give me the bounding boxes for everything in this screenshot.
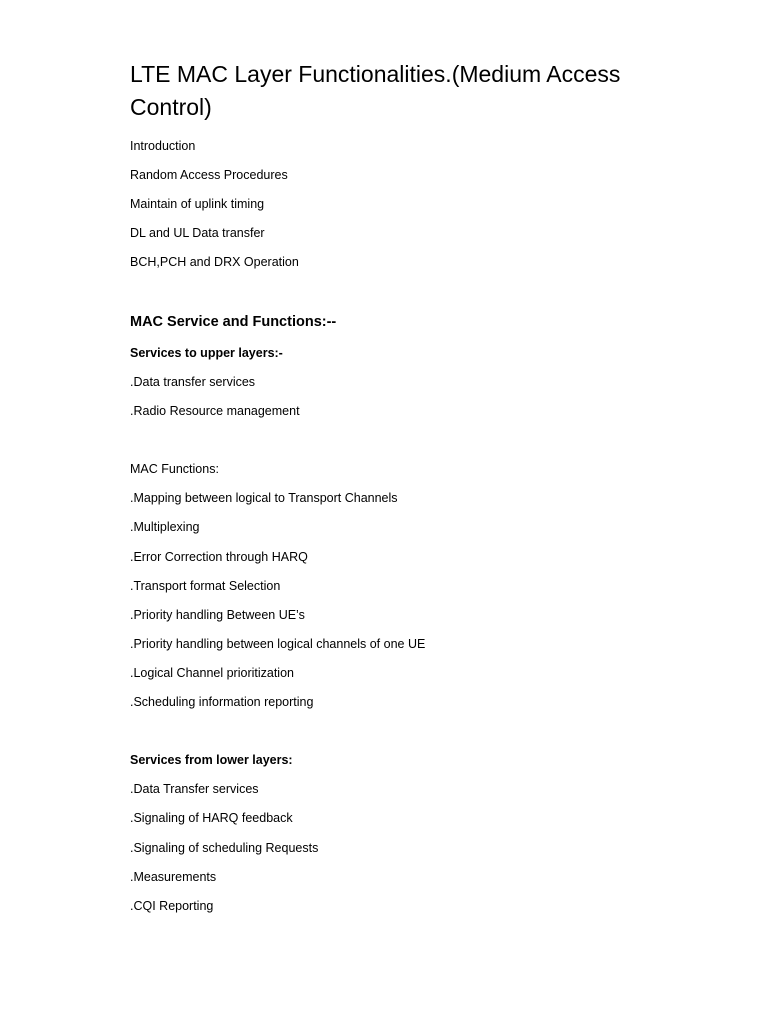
services-upper-heading: Services to upper layers:- [130, 346, 283, 360]
toc-item-random-access: Random Access Procedures [130, 168, 288, 182]
section-heading: MAC Service and Functions:-- [130, 314, 337, 330]
services-upper-item: .Data transfer services [130, 375, 256, 389]
mac-functions-item: .Error Correction through HARQ [130, 550, 308, 564]
services-upper-item: .Radio Resource management [130, 404, 300, 418]
services-lower-item: .Signaling of HARQ feedback [130, 811, 293, 825]
services-lower-item: .CQI Reporting [130, 899, 214, 913]
services-lower-item: .Signaling of scheduling Requests [130, 841, 319, 855]
mac-functions-item: .Logical Channel prioritization [130, 666, 294, 680]
services-lower-item: .Measurements [130, 870, 217, 884]
mac-functions-item: .Priority handling Between UE’s [130, 608, 305, 622]
mac-functions-item: .Mapping between logical to Transport Channels [130, 491, 398, 505]
mac-functions-item: .Transport format Selection [130, 579, 281, 593]
services-lower-item: .Data Transfer services [130, 782, 259, 796]
toc-item-data-transfer: DL and UL Data transfer [130, 226, 265, 240]
toc-item-bch-pch-drx: BCH,PCH and DRX Operation [130, 255, 299, 269]
toc-item-introduction: Introduction [130, 139, 196, 153]
mac-functions-heading: MAC Functions: [130, 462, 219, 476]
services-lower-heading: Services from lower layers: [130, 753, 293, 767]
toc-item-uplink-timing: Maintain of uplink timing [130, 197, 265, 211]
document-title: LTE MAC Layer Functionalities.(Medium Access Control) [130, 61, 621, 120]
mac-functions-item: .Priority handling between logical channels of one UE [130, 637, 426, 651]
mac-functions-item: .Multiplexing [130, 520, 200, 534]
mac-functions-item: .Scheduling information reporting [130, 695, 314, 709]
